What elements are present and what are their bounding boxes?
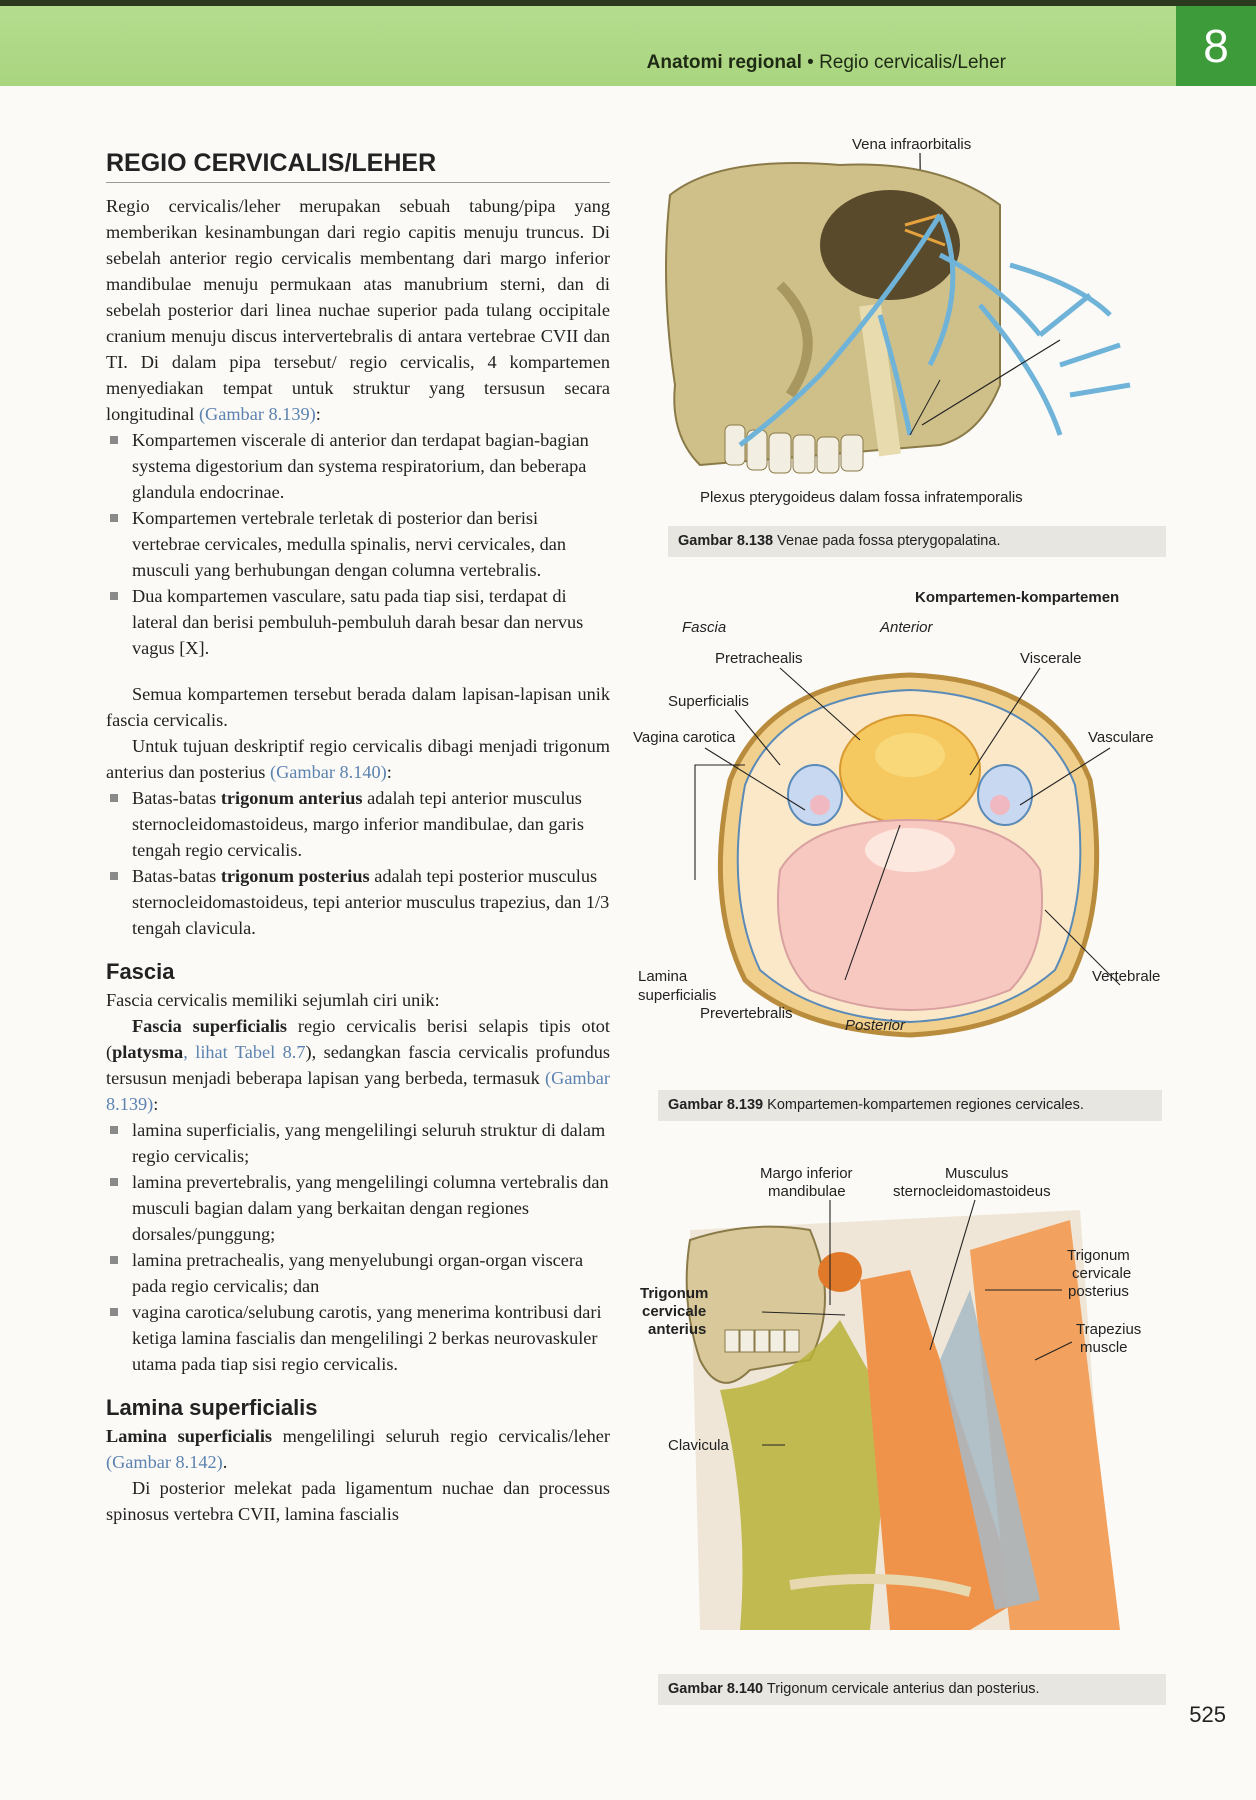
vasculare-right xyxy=(978,765,1032,825)
label-kompartemen-heading: Kompartemen-kompartemen xyxy=(915,589,1120,606)
list-item: lamina superficialis, yang mengelilingi seluruh struktur di dalam regio cervicalis; xyxy=(132,1117,610,1169)
label-trigonum-anterius-2: cervicale xyxy=(642,1303,707,1320)
caption-8-138 xyxy=(668,526,1166,557)
label-trigonum-posterius-2: cervicale xyxy=(1072,1265,1132,1282)
label-pretrachealis: Pretrachealis xyxy=(715,650,803,667)
intro-paragraph xyxy=(106,193,610,427)
caption-text: Trigonum cervicale anterius dan posterius. xyxy=(766,1681,1040,1697)
list-item: Dua kompartemen vasculare, satu pada tiap sisi, terdapat di lateral dan berisi pembuluh-pembuluh darah besar dan nervus vagus [X]. xyxy=(132,583,610,661)
header-band xyxy=(0,0,1256,86)
para3-end: : xyxy=(386,762,392,782)
para3-figure-ref[interactable]: (Gambar 8.140) xyxy=(270,762,387,782)
header-separator: • xyxy=(801,52,820,73)
teeth xyxy=(725,1330,799,1352)
vasculare-left xyxy=(788,765,842,825)
label-lamina-superficialis: superficialis xyxy=(638,987,717,1004)
paragraph xyxy=(106,733,610,785)
header-section-bold: Anatomi regional xyxy=(646,52,802,73)
label-trigonum-anterius-3: anterius xyxy=(648,1321,707,1338)
paragraph: Fascia cervicalis memiliki sejumlah ciri unik: xyxy=(106,990,440,1010)
label-vasculare: Vasculare xyxy=(1088,729,1154,746)
page-number: 525 xyxy=(1189,1702,1226,1727)
label-vertebrale: Vertebrale xyxy=(1092,968,1161,985)
list-item: vagina carotica/selubung carotis, yang menerima kontribusi dari ketiga lamina fascialis dan mengelilingi 2 berkas neurovaskuler utama pada tiap sisi regio cervicalis. xyxy=(132,1299,610,1377)
caption-text: Kompartemen-kompartemen regiones cervicales. xyxy=(767,1097,1084,1113)
subsection-title-fascia: Fascia xyxy=(106,959,175,984)
label-trigonum-anterius-1: Trigonum xyxy=(640,1285,709,1302)
caption-number: Gambar 8.140 xyxy=(668,1681,764,1697)
label-musculus: Musculus xyxy=(945,1165,1009,1182)
figure-ref[interactable]: (Gambar 8.142) xyxy=(106,1452,223,1472)
label-superficialis: Superficialis xyxy=(668,693,749,710)
label-anterior: Anterior xyxy=(880,619,933,636)
label-trigonum-posterius-1: Trigonum xyxy=(1067,1247,1130,1264)
label-margo-inferior: Margo inferior xyxy=(760,1165,853,1182)
running-header xyxy=(647,52,1006,74)
paragraph: Lamina superficialis mengelilingi seluruh regio cervicalis/leher (Gambar 8.142). xyxy=(106,1426,610,1472)
label-viscerale: Viscerale xyxy=(1020,650,1082,667)
chapter-tab: 8 xyxy=(1176,6,1256,86)
subsection-title-lamina: Lamina superficialis xyxy=(106,1395,318,1420)
paragraph: Fascia superficialis regio cervicalis berisi selapis tipis otot (platysma, lihat Tabel 8.7), sedangkan fascia cervicalis profundus tersusun menjadi beberapa lapisan yang berbeda, termasuk (Gambar 8.139): xyxy=(106,1016,610,1114)
list-item: Kompartemen vertebrale terletak di posterior dan berisi vertebrae cervicales, medulla spinalis, nervi cervicales, dan musculi yang berhubungan dengan columna vertebralis. xyxy=(132,505,610,583)
trigonum-list xyxy=(106,785,610,941)
figure-8-140 xyxy=(640,1160,1180,1660)
paragraph: Semua kompartemen tersebut berada dalam lapisan-lapisan unik fascia cervicalis. xyxy=(106,684,610,730)
label-prevertebralis: Prevertebralis xyxy=(700,1005,793,1022)
section-title: REGIO CERVICALIS/LEHER xyxy=(106,150,610,183)
compartment-list xyxy=(106,427,610,661)
figure-8-139 xyxy=(630,580,1186,1085)
orbit xyxy=(820,190,960,300)
list-item: Batas-batas trigonum posterius adalah tepi posterior musculus sternocleidomastoideus, tepi anterior musculus trapezius, dan 1/3 tengah clavicula. xyxy=(132,863,610,941)
label-lamina: Lamina xyxy=(638,968,688,985)
caption-number: Gambar 8.139 xyxy=(668,1097,764,1113)
label-posterior: Posterior xyxy=(845,1017,906,1034)
label-mandibulae: mandibulae xyxy=(768,1183,846,1200)
figure-ref[interactable]: (Gambar 8.139) xyxy=(106,1068,610,1114)
intro-text: Regio cervicalis/leher merupakan sebuah tabung/pipa yang memberikan kesinambungan dari regio capitis menuju truncus. Di sebelah anterior regio cervicalis membentang dari margo inferior mandibulae menuju permukaan atas manubrium sterni, dan di sebelah posterior dari linea nuchae superior pada tulang occipitale cranium menuju discus intervertebralis di antara vertebrae CVII dan TI. Di dalam pipa tersebut/ regio cervicalis, 4 kompartemen menyediakan tempat untuk struktur yang tersusun secara longitudinal xyxy=(106,196,610,424)
label-vena-infraorbitalis: Vena infraorbitalis xyxy=(852,136,972,153)
label-clavicula: Clavicula xyxy=(668,1437,729,1454)
paragraph: Di posterior melekat pada ligamentum nuchae dan processus spinosus vertebra CVII, lamina fascialis xyxy=(106,1478,610,1524)
caption-number: Gambar 8.138 xyxy=(678,533,774,549)
para3-text: Untuk tujuan deskriptif regio cervicalis dibagi menjadi trigonum anterius dan posterius xyxy=(106,736,610,782)
label-fascia: Fascia xyxy=(682,619,727,636)
label-trigonum-posterius-3: posterius xyxy=(1068,1283,1129,1300)
fascia-list xyxy=(106,1117,610,1377)
caption-8-139 xyxy=(658,1090,1162,1121)
label-trapezius-1: Trapezius xyxy=(1076,1321,1142,1338)
list-item: Batas-batas trigonum anterius adalah tepi anterior musculus sternocleidomastoideus, margo inferior mandibulae, dan garis tengah regio cervicalis. xyxy=(132,785,610,863)
table-ref[interactable]: , lihat Tabel 8.7 xyxy=(183,1042,306,1062)
intro-end: : xyxy=(315,404,321,424)
main-text-column xyxy=(106,150,610,1527)
list-item: Kompartemen viscerale di anterior dan terdapat bagian-bagian systema digestorium dan systema respiratorium, dan beberapa glandula endocrinae. xyxy=(132,427,610,505)
caption-8-140 xyxy=(658,1674,1166,1705)
list-item: lamina pretrachealis, yang menyelubungi organ-organ viscera pada regio cervicalis; dan xyxy=(132,1247,610,1299)
header-section-rest: Regio cervicalis/Leher xyxy=(819,52,1006,73)
figure-8-138 xyxy=(640,135,1180,515)
label-sternocleidomastoideus: sternocleidomastoideus xyxy=(893,1183,1051,1200)
list-item: lamina prevertebralis, yang mengelilingi columna vertebralis dan musculi bagian dalam yang berkaitan dengan regiones dorsales/punggung; xyxy=(132,1169,610,1247)
caption-text: Venae pada fossa pterygopalatina. xyxy=(777,533,1001,549)
label-plexus-pterygoideus: Plexus pterygoideus dalam fossa infratemporalis xyxy=(700,489,1023,506)
label-vagina-carotica: Vagina carotica xyxy=(633,729,736,746)
intro-figure-ref[interactable]: (Gambar 8.139) xyxy=(198,404,316,424)
label-trapezius-2: muscle xyxy=(1080,1339,1128,1356)
